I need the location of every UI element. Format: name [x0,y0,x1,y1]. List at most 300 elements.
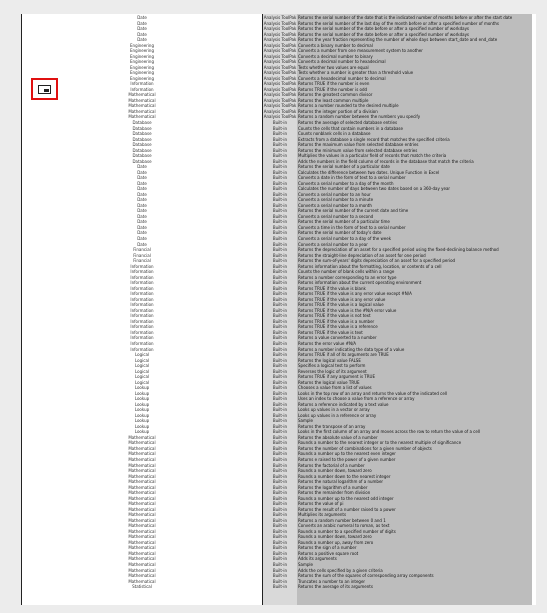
category-cell: Mathematical [128,528,156,534]
category-cell: Date [137,15,147,20]
description-cell: Converts a serial number to an hour [298,191,371,197]
source-cell: Analysis ToolPak [263,42,297,48]
source-cell: Built-in [272,584,288,590]
description-cell: Returns the year fraction representing the number of whole days between start_date and end_date [298,37,498,43]
category-cell: Mathematical [128,468,156,474]
source-cell: Built-in [272,412,288,418]
category-cell: Information [130,307,154,313]
description-cell: Returns TRUE if the value is any error value [298,296,386,302]
description-cell: Returns the logical value TRUE [298,379,360,385]
description-cell: Returns the absolute value of a number [298,434,378,440]
description-cell: Truncates a number to an integer [298,578,366,584]
description-cell: Returns TRUE if the value is a logical value [298,302,384,308]
source-cell: Analysis ToolPak [263,86,297,92]
category-cell: Lookup [134,423,150,429]
category-cell: Engineering [130,48,154,54]
description-cell: Returns the logarithm of a number [298,484,368,490]
source-cell: Built-in [272,379,288,385]
source-cell: Built-in [272,545,288,551]
category-cell: Logical [134,379,150,385]
description-cell: Returns a positive square root [298,550,359,556]
category-cell: Mathematical [128,434,156,440]
source-cell: Analysis ToolPak [263,31,297,37]
category-cell: Information [130,274,154,280]
category-cell: Date [137,164,147,170]
category-cell: Information [130,329,154,335]
source-cell: Built-in [272,280,288,286]
description-cell: Looks up values in a vector or array [298,407,370,413]
category-cell: Information [130,302,154,308]
category-cell: Date [137,224,147,230]
source-cell: Built-in [272,213,288,219]
source-cell: Built-in [272,539,288,545]
source-cell: Built-in [272,142,288,148]
category-cell: Mathematical [128,561,156,567]
source-cell: Analysis ToolPak [263,37,297,43]
category-cell: Mathematical [128,539,156,545]
category-cell: Mathematical [128,523,156,529]
description-cell: Converts a serial number to a second [298,213,374,219]
source-cell: Built-in [272,357,288,363]
category-cell: Date [137,236,147,241]
description-cell: Returns TRUE if the value is text [298,329,363,335]
description-cell: Chooses a value from a list of values [298,385,372,391]
description-cell: Tests whether a number is greater than a threshold value [298,70,414,76]
description-cell: Counts nonblank cells in a database [298,131,371,137]
category-cell: Date [137,169,147,175]
description-cell: Returns TRUE if the value is the #N/A error value [298,307,397,313]
description-cell: Converts a date in the form of text to a serial number [298,175,406,181]
source-cell: Built-in [272,208,288,214]
description-cell: Returns the serial number of the last day of the month before or after a specified number of months [298,20,500,26]
description-cell: Returns the maximum value from selected database entries [298,142,419,148]
source-cell: Analysis ToolPak [263,114,297,120]
source-cell: Built-in [272,307,288,313]
category-cell: Lookup [134,385,150,391]
description-cell: Returns the average of selected database entries [298,119,398,125]
source-cell: Built-in [272,390,288,396]
source-cell: Built-in [272,473,288,479]
description-cell: Converts a serial number to a month [298,202,372,208]
description-cell: Returns the serial number of today's date [298,230,382,236]
description-cell: Returns a reference indicated by a text value [298,401,389,407]
source-cell: Built-in [272,352,288,358]
category-cell: Mathematical [128,484,156,490]
description-cell: Counts the cells that contain numbers in a database [298,125,403,131]
description-cell: Returns information about the current operating environment [298,280,422,286]
category-cell: Mathematical [128,451,156,457]
description-cell: Returns the sign of a number [298,545,357,551]
source-cell: Built-in [272,495,288,501]
source-cell: Built-in [272,528,288,534]
source-cell: Built-in [272,252,288,258]
category-cell: Engineering [130,75,154,81]
description-cell: Tests whether two values are equal [298,64,369,70]
source-cell: Built-in [272,258,288,264]
description-cell: Rounds a number up to the nearest odd integer [298,495,394,501]
category-cell: Information [130,296,154,302]
description-cell: Converts a serial number to a minute [298,197,374,203]
category-cell: Lookup [134,390,150,396]
category-cell: Mathematical [128,506,156,512]
description-cell: Returns the least common multiple [298,97,369,103]
description-cell: Returns the number of combinations for a given number of objects [298,445,432,451]
category-cell: Lookup [134,401,150,407]
description-cell: Reverses the logic of its argument [298,368,367,374]
source-cell: Analysis ToolPak [263,48,297,54]
category-cell: Mathematical [128,517,156,523]
category-cell: Financial [133,252,151,258]
category-cell: Engineering [130,64,154,70]
category-cell: Database [132,158,152,164]
description-cell: Rounds a number to a specified number of digits [298,528,396,534]
description-cell: Returns TRUE if the value is blank [298,285,366,291]
description-cell: Extracts from a database a single record that matches the specified criteria [298,136,450,142]
source-cell: Built-in [272,340,288,346]
category-cell: Date [137,180,147,186]
description-cell: Returns the serial number of a particular time [298,219,390,225]
category-cell: Lookup [134,429,150,435]
description-cell: Adds its arguments [298,556,337,562]
source-cell: Built-in [272,241,288,247]
category-cell: Information [130,285,154,291]
category-cell: Information [130,280,154,286]
category-cell: Date [137,191,147,197]
source-cell: Analysis ToolPak [263,15,297,20]
description-cell: Returns a value converted to a number [298,335,377,341]
description-cell: Uses an index to choose a value from a reference or array [298,396,415,402]
source-cell: Built-in [272,119,288,125]
description-cell: Rounds a number up, away from zero [298,539,374,545]
source-cell: Built-in [272,407,288,413]
description-cell: Converts a hexadecimal number to decimal [298,75,386,81]
source-cell: Built-in [272,274,288,280]
description-cell: Returns a number corresponding to an error type [298,274,397,280]
category-cell: Date [137,31,147,37]
description-cell: Returns the result of a number raised to a power [298,506,396,512]
category-cell: Mathematical [128,512,156,518]
category-cell: Information [130,340,154,346]
description-cell: Returns the serial number of the date before or after a specified number of workdays [298,31,470,37]
source-cell: Analysis ToolPak [263,53,297,59]
category-cell: Logical [134,352,150,358]
source-cell: Analysis ToolPak [263,26,297,32]
category-cell: Mathematical [128,97,156,103]
source-cell: Built-in [272,374,288,380]
source-cell: Analysis ToolPak [263,20,297,26]
description-cell: Rounds a number up to the nearest even integer [298,451,396,457]
category-cell: Mathematical [128,440,156,446]
description-cell: Converts a serial number to a day of the month [298,180,394,186]
description-cell: Counts the number of blank cells within a range [298,269,395,275]
description-cell: Returns a random number between 0 and 1 [298,517,386,523]
source-cell: Built-in [272,131,288,137]
category-cell: Date [137,197,147,203]
description-cell: Converts a serial number to a year [298,241,368,247]
source-cell: Built-in [272,429,288,435]
category-cell: Mathematical [128,545,156,551]
category-cell: Mathematical [128,573,156,579]
category-cell: Mathematical [128,114,156,120]
source-cell: Built-in [272,285,288,291]
category-cell: Date [137,26,147,32]
description-cell: Rounds a number down to the nearest integer [298,473,391,479]
description-cell: Looks in the first column of an array and moves across the row to return the value of a cell [298,429,481,435]
category-cell: Date [137,219,147,225]
category-cell: Database [132,142,152,148]
source-cell: Analysis ToolPak [263,75,297,81]
category-cell: Financial [133,258,151,264]
description-cell: Multiplies the values in a particular field of records that match the criteria [298,153,447,159]
source-cell: Built-in [272,556,288,562]
category-cell: Lookup [134,418,150,424]
source-cell: Built-in [272,169,288,175]
category-cell: Information [130,263,154,269]
description-cell: Returns the logical value FALSE [298,357,361,363]
source-cell: Built-in [272,451,288,457]
source-cell: Built-in [272,573,288,579]
category-cell: Database [132,131,152,137]
source-cell: Built-in [272,202,288,208]
category-cell: Database [132,153,152,159]
description-cell: Converts a decimal number to hexadecimal [298,59,386,65]
description-cell: Converts a number from one measurement system to another [298,48,423,54]
source-cell: Built-in [272,490,288,496]
source-cell: Built-in [272,484,288,490]
source-cell: Built-in [272,445,288,451]
category-cell: Information [130,335,154,341]
source-cell: Built-in [272,136,288,142]
source-cell: Built-in [272,236,288,241]
source-cell: Built-in [272,401,288,407]
description-cell: Returns the average of its arguments [298,584,373,590]
description-cell: Returns the natural logarithm of a number [298,479,384,485]
source-cell: Built-in [272,418,288,424]
source-cell: Built-in [272,423,288,429]
category-cell: Date [137,241,147,247]
category-cell: Date [137,186,147,192]
source-cell: Analysis ToolPak [263,81,297,87]
category-cell: Lookup [134,407,150,413]
description-cell: Sample [298,418,313,424]
source-cell: Built-in [272,302,288,308]
description-cell: Returns the error value #N/A [298,340,357,346]
source-cell: Built-in [272,219,288,225]
category-cell: Mathematical [128,103,156,109]
source-cell: Analysis ToolPak [263,103,297,109]
description-cell: Looks in the top row of an array and returns the value of the indicated cell [298,390,448,396]
source-cell: Built-in [272,263,288,269]
category-cell: Lookup [134,412,150,418]
category-cell: Mathematical [128,556,156,562]
category-cell: Date [137,230,147,236]
source-cell: Built-in [272,164,288,170]
description-cell: Returns the integer portion of a division [298,108,378,114]
category-cell: Engineering [130,42,154,48]
source-cell: Built-in [272,523,288,529]
category-cell: Logical [134,374,150,380]
source-cell: Built-in [272,329,288,335]
category-cell: Mathematical [128,550,156,556]
category-cell: Logical [134,363,150,369]
source-cell: Built-in [272,506,288,512]
description-cell: Returns the transpose of an array [298,423,366,429]
description-cell: Returns TRUE if the number is even [298,81,370,87]
table-row[interactable] [0,584,547,590]
source-cell: Analysis ToolPak [263,97,297,103]
source-cell: Built-in [272,318,288,324]
category-cell: Mathematical [128,462,156,468]
source-cell: Built-in [272,191,288,197]
description-cell: Returns TRUE if any argument is TRUE [298,374,375,380]
source-cell: Built-in [272,363,288,369]
source-cell: Built-in [272,434,288,440]
source-cell: Built-in [272,296,288,302]
description-cell: Returns TRUE if the value is a number [298,318,375,324]
category-cell: Mathematical [128,92,156,98]
category-cell: Information [130,313,154,319]
category-cell: Date [137,202,147,208]
category-cell: Information [130,81,154,87]
category-cell: Mathematical [128,108,156,114]
source-cell: Built-in [272,517,288,523]
source-cell: Built-in [272,468,288,474]
category-cell: Information [130,86,154,92]
category-cell: Logical [134,368,150,374]
description-cell: Calculates the number of days between two dates based on a 360-day year [298,186,451,192]
source-cell: Built-in [272,440,288,446]
category-cell: Mathematical [128,445,156,451]
source-cell: Built-in [272,479,288,485]
source-cell: Built-in [272,147,288,153]
description-cell: Returns the greatest common divisor [298,92,373,98]
category-cell: Mathematical [128,567,156,573]
category-cell: Engineering [130,70,154,76]
category-cell: Engineering [130,53,154,59]
source-cell: Built-in [272,158,288,164]
source-cell: Built-in [272,180,288,186]
category-cell: Mathematical [128,479,156,485]
source-cell: Built-in [272,561,288,567]
description-cell: Rounds a number down, toward zero [298,534,372,540]
description-cell: Converts a binary number to decimal [298,42,373,48]
category-cell: Information [130,291,154,297]
description-cell: Returns TRUE if the value is any error value except #N/A [298,291,412,297]
source-cell: Built-in [272,385,288,391]
description-cell: Returns the serial number of the current date and time [298,208,409,214]
description-cell: Returns TRUE if the number is odd [298,86,368,92]
description-cell: Returns TRUE if the value is a reference [298,324,378,330]
description-cell: Rounds a number down, toward zero [298,468,372,474]
description-cell: Returns TRUE if the value is not text [298,313,371,319]
source-cell: Built-in [272,291,288,297]
category-cell: Information [130,318,154,324]
category-cell: Engineering [130,59,154,65]
source-cell: Built-in [272,186,288,192]
category-cell: Mathematical [128,457,156,462]
description-cell: Adds the numbers in the field column of records in the database that match the criteria [298,158,474,164]
description-cell: Converts a serial number to a day of the week [298,236,392,241]
description-cell: Returns a number rounded to the desired multiple [298,103,399,109]
description-cell: Multiplies its arguments [298,512,347,518]
category-cell: Date [137,20,147,26]
description-cell: Returns the sum of the squares of corresponding array components [298,573,434,579]
source-cell: Analysis ToolPak [263,92,297,98]
source-cell: Built-in [272,197,288,203]
category-cell: Database [132,119,152,125]
description-cell: Returns the serial number of the date that is the indicated number of months before or after the start date [298,15,513,20]
source-cell: Built-in [272,567,288,573]
description-cell: Returns the depreciation of an asset for a specified period using the fixed-declining balance method [298,247,499,253]
source-cell: Built-in [272,230,288,236]
description-cell: Returns a number indicating the data type of a value [298,346,405,352]
category-cell: Date [137,208,147,214]
source-cell: Built-in [272,550,288,556]
category-cell: Mathematical [128,578,156,584]
description-cell: Adds the cells specified by a given criteria [298,567,383,573]
category-cell: Information [130,324,154,330]
source-cell: Built-in [272,324,288,330]
source-cell: Built-in [272,224,288,230]
source-cell: Built-in [272,457,288,462]
source-cell: Built-in [272,153,288,159]
description-cell: Returns the sum-of-years' digits depreciation of an asset for a specified period [298,258,456,264]
description-cell: Returns the serial number of a particular date [298,164,390,170]
category-cell: Date [137,175,147,181]
description-cell: Returns the value of pi [298,501,344,507]
source-cell: Built-in [272,247,288,253]
source-cell: Built-in [272,368,288,374]
category-cell: Lookup [134,396,150,402]
description-cell: Returns the factorial of a number [298,462,365,468]
source-cell: Built-in [272,534,288,540]
description-cell: Returns information about the formatting, location, or contents of a cell [298,263,442,269]
description-cell: Calculates the difference between two dates. Unique Function in Excel [298,169,440,175]
category-cell: Date [137,37,147,43]
category-cell: Mathematical [128,473,156,479]
source-cell: Built-in [272,125,288,131]
category-cell: Logical [134,357,150,363]
source-cell: Built-in [272,346,288,352]
category-cell: Information [130,346,154,352]
source-cell: Built-in [272,512,288,518]
source-cell: Built-in [272,396,288,402]
description-cell: Returns a random number between the numbers you specify [298,114,421,120]
description-cell: Returns TRUE if all of its arguments are TRUE [298,352,389,358]
category-cell: Database [132,147,152,153]
category-cell: Date [137,213,147,219]
description-cell: Converts an arabic numeral to roman, as text [298,523,390,529]
description-cell: Rounds a number to the nearest integer or to the nearest multiple of significance [298,440,462,446]
category-cell: Database [132,125,152,131]
category-cell: Information [130,269,154,275]
description-cell: Returns the minimum value from selected database entries [298,147,418,153]
source-cell: Analysis ToolPak [263,108,297,114]
category-cell: Statistical [132,584,152,590]
description-cell: Returns the remainder from division [298,490,371,496]
source-cell: Built-in [272,335,288,341]
source-cell: Analysis ToolPak [263,64,297,70]
source-cell: Built-in [272,313,288,319]
category-cell: Database [132,136,152,142]
description-cell: Converts a time in the form of text to a serial number [298,224,406,230]
category-cell: Financial [133,247,151,253]
description-cell: Sample [298,561,313,567]
description-cell: Converts a decimal number to binary [298,53,373,59]
description-cell: Returns the serial number of the date before or after a specified number of workdays [298,26,470,32]
source-cell: Built-in [272,501,288,507]
source-cell: Built-in [272,269,288,275]
